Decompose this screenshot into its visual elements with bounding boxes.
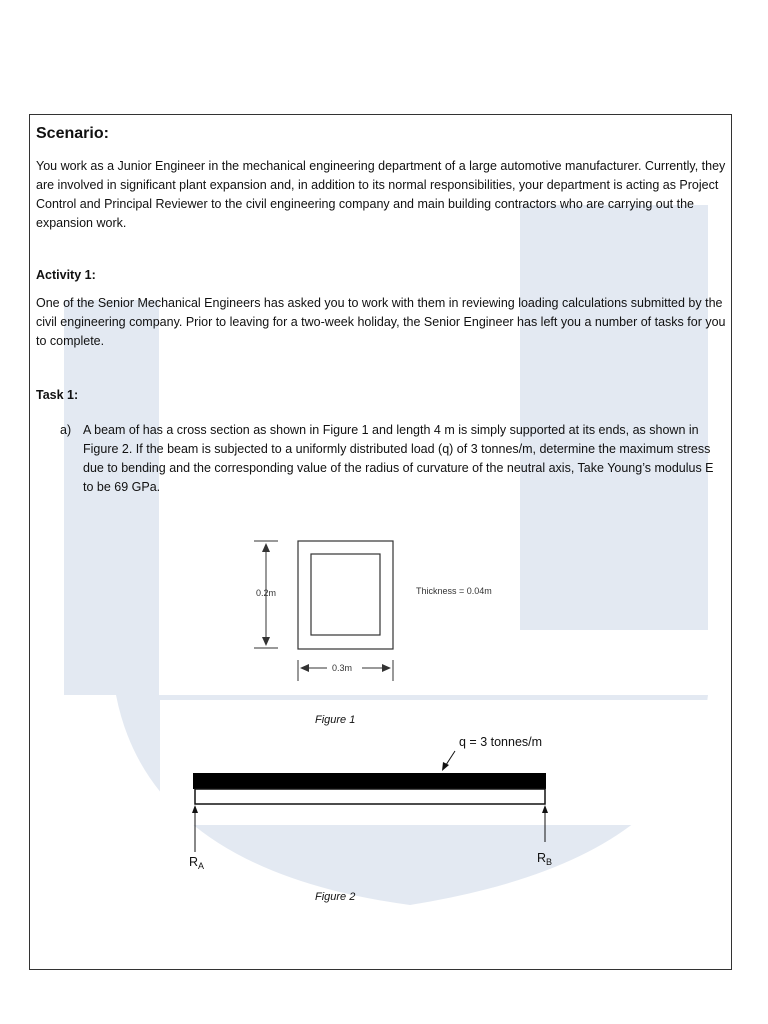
task-marker: a) bbox=[60, 423, 72, 437]
activity-body: One of the Senior Mechanical Engineers has asked you to work with them in reviewing loading calculations submitted by the civil engineering company. Prior to leaving for a two-week holiday, the Senior Engineer has left you a number of tasks for you to complete. bbox=[36, 296, 726, 348]
scenario-body: You work as a Junior Engineer in the mechanical engineering department of a large automotive manufacturer. Currently, they are involved in significant plant expansion and, in addition to its normal responsibilities, your department is acting as Project Control and Principal Reviewer to the civil engineering company and main building contractors who are carrying out the expansion work. bbox=[36, 159, 726, 230]
height-label: 0.2m bbox=[256, 588, 277, 598]
load-label: q = 3 tonnes/m bbox=[459, 735, 543, 749]
task-text: A beam of has a cross section as shown in Figure 1 and length 4 m is simply supported at its ends, as shown in Figure 2. If the beam is subjected to a uniformly distributed load (q) of 3 tonnes/m, determine the maximum stress due to bending and the corresponding value of the radius of curvature of the neutral axis, Take Young’s modulus E to be 69 GPa. bbox=[83, 423, 714, 494]
thickness-label: Thickness = 0.04m bbox=[416, 586, 492, 596]
figure-2-caption: Figure 2 bbox=[315, 891, 356, 903]
width-label: 0.3m bbox=[332, 663, 353, 673]
reaction-left-subscript: A bbox=[198, 861, 205, 871]
scenario-heading: Scenario: bbox=[36, 125, 109, 142]
reaction-left-symbol: R bbox=[189, 855, 199, 869]
reaction-right-symbol: R bbox=[537, 851, 547, 865]
task-heading: Task 1: bbox=[36, 388, 79, 402]
figure-1-caption: Figure 1 bbox=[315, 714, 356, 726]
activity-heading: Activity 1: bbox=[36, 268, 96, 282]
beam bbox=[195, 789, 545, 804]
reaction-right-label bbox=[537, 851, 552, 867]
reaction-right-subscript: B bbox=[546, 857, 553, 867]
udl-load-bar bbox=[193, 773, 546, 789]
reaction-left-label bbox=[189, 855, 204, 871]
